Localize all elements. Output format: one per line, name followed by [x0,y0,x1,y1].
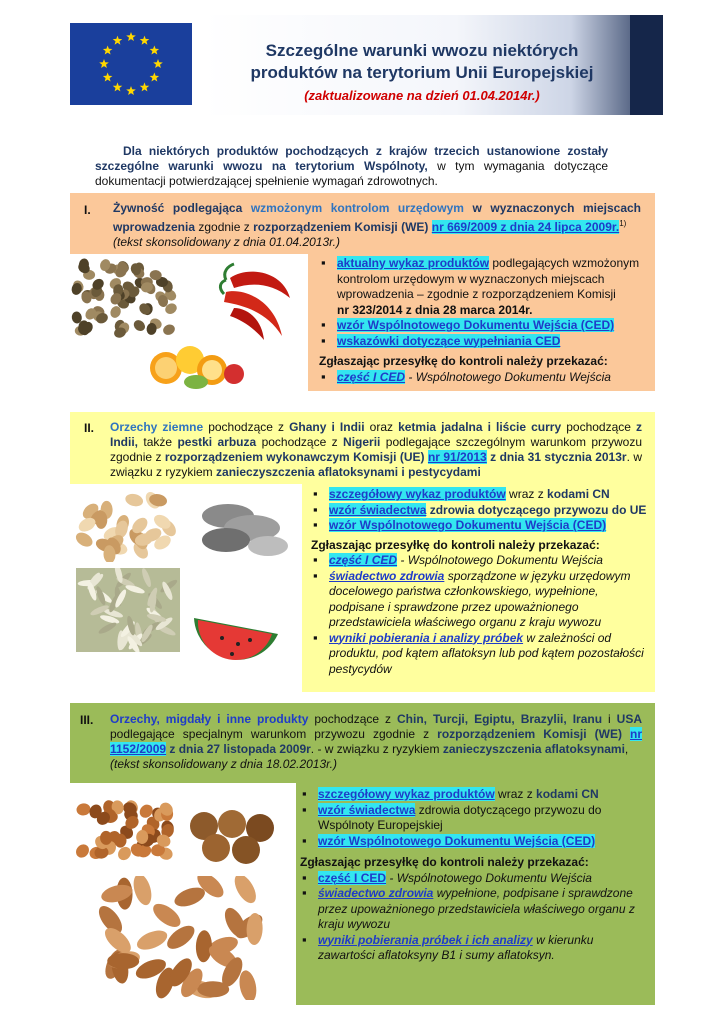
section-2-number: II. [84,421,95,435]
section-2-heading [110,420,642,480]
curry-leaves-image [76,568,180,652]
update-date: (zaktualizowane na dzień 01.04.2014r.) [304,88,540,103]
list-item [300,933,650,964]
s3-product-list-link[interactable]: szczegółowy wykaz produktów [318,787,495,801]
page-title-line1: Szczególne warunki wwozu niektórych [265,41,579,60]
s2-t9: pestki arbuza [177,435,257,449]
s3-sampling-results-link[interactable]: wyniki pobierania próbek i ich analizy [318,932,533,947]
s3-health-certificate-link[interactable]: świadectwo zdrowia [318,886,434,900]
list-item [319,318,649,334]
peanuts-image [72,492,182,562]
s3-b6-text: w kierunku zawartości aflatoksyny B1 i sumy aflatoksyn. [318,932,594,962]
s3-ced-template-link[interactable]: wzór Wspólnotowego Dokumentu Wejścia (CED) [318,833,596,848]
list-item [300,834,650,850]
s3-b4-text: - Wspólnotowego Dokumentu Wejścia [386,870,592,885]
s2-health-certificate-link[interactable]: świadectwo zdrowia [329,568,445,583]
s3-t5: USA [616,712,642,726]
s1-ced-guide-link[interactable]: wskazówki dotyczące wypełniania CED [337,333,561,348]
s3-t12: , [624,742,629,756]
s2-certificate-link[interactable]: wzór świadectwa [329,502,427,517]
s3-submit-heading: Zgłaszając przesyłkę do kontroli należy przekazać: [300,855,589,869]
s2-t4: oraz [364,420,399,434]
s3-t10: . - w związku z ryzykiem [310,742,443,756]
watermelon-image [188,608,284,684]
s3-t1: Orzechy, migdały i inne produkty [110,712,309,726]
s3-ced-part1-link[interactable]: część I CED [318,870,387,885]
list-item [300,871,650,887]
s1-ced-template-link[interactable]: wzór Wspólnotowego Dokumentu Wejścia (CED) [337,318,615,332]
s1-ced-part1-link[interactable]: część I CED [337,369,406,384]
s2-t11: Nigerii [343,435,381,449]
list-item [311,518,651,534]
section-3-list [300,787,650,964]
s2-t2: pochodzące z [203,420,290,434]
s2-regulation-link[interactable]: nr 91/2013 [427,450,487,464]
s3-t6: podlegające specjalnym warunkom przywozu zgodnie z [110,727,438,741]
title-banner-corner [630,15,663,115]
page-title-line2: produktów na terytorium Unii Europejskiej [250,63,594,82]
hazelnuts-image [74,800,178,862]
intro-text-3: w tym wymagania dotyczące dokumentacji potwierdzającej spełnienie wymagań zdrowotnych. [95,159,608,188]
s2-t10: pochodzące z [256,435,344,449]
s2-t3: Ghany i Indii [289,420,365,434]
s2-ced-part1-link[interactable]: część I CED [329,553,398,567]
peanut-shells-image [196,494,292,560]
s1-product-list-link[interactable]: aktualny wykaz produktów [337,256,490,270]
s1-b1-bold: nr 323/2014 z dnia 28 marca 2014r. [337,302,533,317]
dried-apricots-image [186,808,282,864]
s2-product-list-link[interactable]: szczegółowy wykaz produktów [329,487,506,501]
section-3-number: III. [80,713,94,727]
eu-flag-logo [70,23,192,105]
s2-t1: Orzechy ziemne [110,420,204,434]
s1-regulation-link[interactable]: nr 669/2009 z dnia 24 lipca 2009r. [431,220,620,234]
s2-b5-text: sporządzone w języku urzędowym docelowego państwa członkowskiego, wypełnione, podpisane i sprawdzone przez upoważnionego przedstawiciela właściwego organu z kraju wywozu [329,568,631,629]
list-item [311,569,651,631]
list-item [311,503,651,519]
s1-submit-heading: Zgłaszając przesyłkę do kontroli należy przekazać: [319,354,608,368]
fruits-image [146,338,248,390]
s3-t7: rozporządzeniem Komisji (WE) [437,727,630,741]
s2-b1-bold: kodami CN [547,487,610,501]
s1-footnote: 1) [619,219,627,228]
list-item [311,553,651,569]
chili-peppers-image [212,258,298,344]
s3-b1-text: wraz z [494,787,537,801]
section-1-number: I. [84,203,91,217]
s3-t9: z dnia 27 listopada 2009r [166,742,311,756]
s2-b2-text: zdrowia dotyczącego przywozu do UE [426,502,647,517]
list-item [311,631,651,678]
s2-t5: ketmia jadalna i liście curry [398,420,562,434]
s3-consolidated: (tekst skonsolidowany z dnia 18.02.2013r.) [110,757,338,771]
list-item [300,787,650,803]
section-2-list [311,487,651,677]
s2-ced-template-link[interactable]: wzór Wspólnotowego Dokumentu Wejścia (CED) [329,518,607,532]
s3-regulation-link[interactable]: nr 1152/2009 [110,727,642,756]
s2-t7: z Indii, [110,420,643,449]
section-1-list [319,256,649,385]
list-item [319,370,649,386]
seeds-image [70,258,178,340]
s2-submit-heading: Zgłaszając przesyłkę do kontroli należy przekazać: [311,537,600,552]
s2-sampling-results-link[interactable]: wyniki pobierania i analizy próbek [329,630,524,645]
s3-t4: i [602,712,617,726]
s3-t2: pochodzące z [308,712,398,726]
list-item [311,487,651,503]
list-item [319,256,649,318]
s1-t5: rozporządzeniem Komisji (WE) [253,220,432,234]
s1-b4-text: - Wspólnotowego Dokumentu Wejścia [405,369,611,384]
s2-t12: podlegające szczególnym warunkom przywozu zgodnie z [110,435,643,464]
section-3-heading [110,712,642,772]
s3-b1-bold: kodami CN [536,787,599,801]
s2-b4-text: - Wspólnotowego Dokumentu Wejścia [397,553,603,567]
s2-t13: rozporządzeniem wykonawczym Komisji (UE) [164,450,428,464]
s2-t18: zanieczyszczenia aflatoksynami i pestycydami [216,465,481,479]
eu-stars-icon [70,23,192,105]
s3-t11: zanieczyszczenia aflatoksynami [442,742,625,756]
s1-t3: w wyznaczonych miejscach wprowadzenia [113,201,641,234]
almonds-image [84,876,284,1000]
s1-t1: Żywność podlegająca [113,201,251,215]
s1-t4: zgodnie z [195,220,254,234]
intro-text-2: szczególne warunki wwozu na terytorium Wspólnoty, [95,159,428,173]
list-item [300,803,650,834]
s2-t16: 31 stycznia 2013r [527,450,627,464]
s2-b6-text: w zależności od produktu, pod kątem aflatoksyn lub pod kątem pozostałości pestycydów [329,630,644,676]
s2-t8: także [138,435,178,449]
s3-b5-text: wypełnione, podpisane i sprawdzone przez upoważnionego przedstawiciela właściwego organu z kraju wywozu [318,886,635,931]
s1-b1-text: podlegających wzmożonym kontrolom urzędowym w wyznaczonych miejscach wprowadzenia – zgodnie z rozporządzeniem Komisji [337,256,640,301]
s1-consolidated: (tekst skonsolidowany z dnia 01.04.2013r.) [113,235,341,249]
list-item [319,334,649,350]
s3-t3: Chin, Turcji, Egiptu, Brazylii, Iranu [397,712,603,726]
list-item [300,886,650,933]
s3-b2-text: zdrowia dotyczącego przywozu do Wspólnoty Europejskiej [318,802,602,832]
s1-t2: wzmożonym kontrolom urzędowym [250,201,464,215]
section-1-heading [113,201,641,250]
intro-paragraph [95,144,608,189]
s2-b1-text: wraz z [505,487,548,501]
intro-text-1: Dla niektórych produktów pochodzących z krajów trzecich ustanowione zostały [123,144,608,158]
s2-t17: . w związku z ryzykiem [110,450,642,479]
s2-t6: pochodzące [561,420,637,434]
s3-certificate-link[interactable]: wzór świadectwa [318,802,416,817]
s2-t15: z dnia [486,450,528,464]
